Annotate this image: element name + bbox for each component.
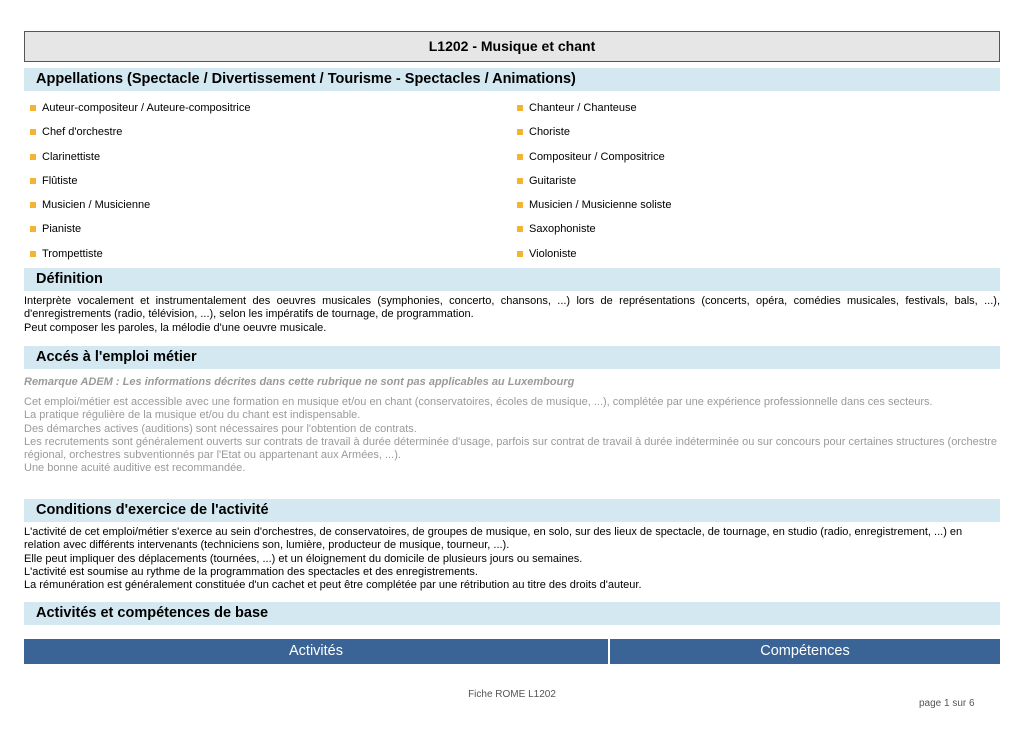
section-conditions: Conditions d'exercice de l'activité [24,499,1000,522]
square-bullet-icon [30,202,36,208]
acces-line: Cet emploi/métier est accessible avec une formation en musique et/ou en chant (conservatoires, écoles de musique, ...), complétée par une expérience professionnelle dans ces secteurs. [24,396,933,408]
definition-text [24,295,1000,335]
conditions-line: La rémunération est généralement constituée d'un cachet et peut être complétée par une rétribution au titre des droits d'auteur. [24,579,642,592]
appellations-right-list [511,96,991,266]
square-bullet-icon [30,178,36,184]
page-title: L1202 - Musique et chant [24,31,1000,62]
list-item: Saxophoniste [511,217,991,241]
conditions-text [24,526,1000,592]
definition-paragraph: Interprète vocalement et instrumentalement des oeuvres musicales (symphonies, concerto, chansons, ...) lors de représentations (concerts, opéra, comédies musicales, festivals, bals, ...), d'enregistrements (radio, télévision, ...), selon les impératifs de tournage, de programmation. [24,295,1000,321]
square-bullet-icon [517,105,523,111]
page-number: page 1 sur 6 [919,698,975,709]
conditions-line: Elle peut impliquer des déplacements (tournées, ...) et un éloignement du domicile de plusieurs jours ou semaines. [24,552,583,565]
acces-line: La pratique régulière de la musique et/ou du chant est indispensable. [24,409,361,422]
column-header-activites: Activités [24,639,608,664]
section-definition: Définition [24,268,1000,291]
acces-line: Une bonne acuité auditive est recommandée. [24,462,246,475]
square-bullet-icon [30,105,36,111]
acces-text [24,396,1000,476]
section-activites: Activités et compétences de base [24,602,1000,625]
square-bullet-icon [30,154,36,160]
square-bullet-icon [517,154,523,160]
list-item: Chef d'orchestre [24,120,504,144]
section-appellations: Appellations (Spectacle / Divertissement / Tourisme - Spectacles / Animations) [24,68,1000,91]
list-item: Guitariste [511,169,991,193]
list-item: Compositeur / Compositrice [511,145,991,169]
list-item: Musicien / Musicienne [24,193,504,217]
footer-reference: Fiche ROME L1202 [468,689,556,700]
conditions-line: L'activité de cet emploi/métier s'exerce au sein d'orchestres, de conservatoires, de groupes de musique, en solo, sur des lieux de spectacle, de tournage, en studio (radio, enregistrement, ...) en relation avec différents intervenants (techniciens son, lumière, producteur de musique, tourneur, ...). [24,526,963,552]
list-item: Chanteur / Chanteuse [511,96,991,120]
list-item: Clarinettiste [24,145,504,169]
square-bullet-icon [30,129,36,135]
square-bullet-icon [517,226,523,232]
list-item: Auteur-compositeur / Auteure-compositrice [24,96,504,120]
column-header-competences: Compétences [610,639,1000,664]
appellations-left-list [24,96,504,266]
section-acces: Accés à l'emploi métier [24,346,1000,369]
acces-remark [24,376,1000,389]
list-item: Choriste [511,120,991,144]
square-bullet-icon [517,178,523,184]
adem-remark: Remarque ADEM : Les informations décrites dans cette rubrique ne sont pas applicables au Luxembourg [24,376,575,388]
list-item: Pianiste [24,217,504,241]
acces-line: Des démarches actives (auditions) sont nécessaires pour l'obtention de contrats. [24,422,417,435]
square-bullet-icon [517,129,523,135]
square-bullet-icon [30,226,36,232]
conditions-line: L'activité est soumise au rythme de la programmation des spectacles et des enregistrements. [24,565,478,578]
list-item: Trompettiste [24,242,504,266]
acces-line: Les recrutements sont généralement ouverts sur contrats de travail à durée déterminée d'usage, parfois sur contrat de travail à durée indéterminée ou sur concours pour certaines structures (orchestre régional, orchestres subventionnés par l'Etat ou appartenant aux Armées, ...). [24,435,998,462]
square-bullet-icon [517,251,523,257]
list-item: Flûtiste [24,169,504,193]
list-item: Musicien / Musicienne soliste [511,193,991,217]
square-bullet-icon [517,202,523,208]
definition-paragraph: Peut composer les paroles, la mélodie d'une oeuvre musicale. [24,321,327,334]
competences-table-header [24,639,1000,664]
list-item: Violoniste [511,242,991,266]
square-bullet-icon [30,251,36,257]
